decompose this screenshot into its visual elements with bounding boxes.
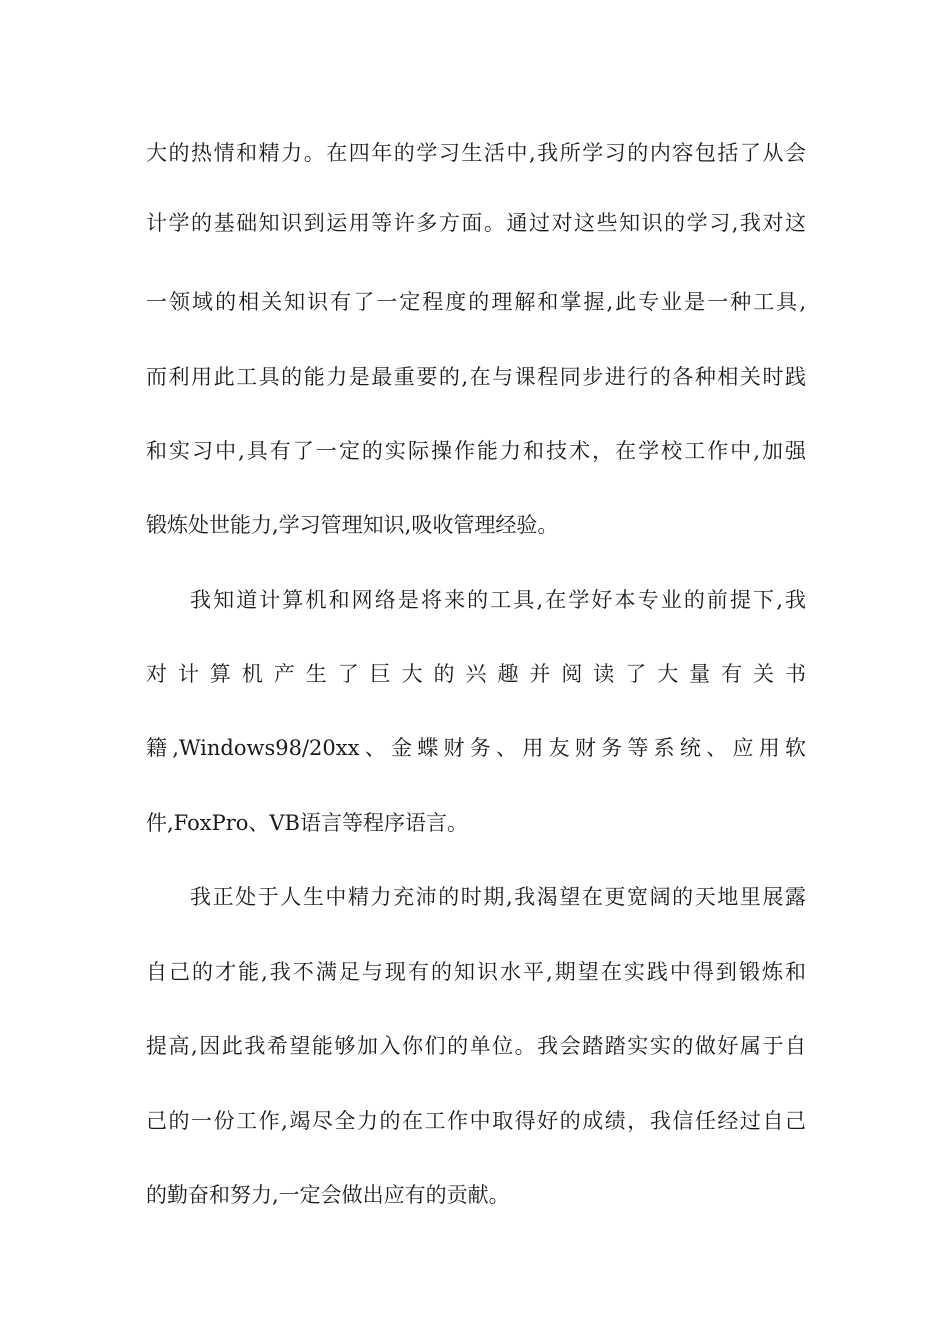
text-line: 提高,因此我希望能够加入你们的单位。我会踏踏实实的做好属于自 [146, 1034, 806, 1058]
text-line: 锻炼处世能力,学习管理知识,吸收管理经验。 [146, 513, 559, 537]
text-line: 我正处于人生中精力充沛的时期,我渴望在更宽阔的天地里展露 [190, 885, 806, 909]
text-line: 对计算机产生了巨大的兴趣并阅读了大量有关书 [146, 662, 806, 686]
text-line: 的勤奋和努力,一定会做出应有的贡献。 [146, 1183, 510, 1207]
text-line: 大的热情和精力。在四年的学习生活中,我所学习的内容包括了从会 [146, 141, 806, 165]
text-line: 籍,Windows98/20xx、金蝶财务、用友财务等系统、应用软 [146, 736, 806, 760]
text-line: 己的一份工作,竭尽全力的在工作中取得好的成绩，我信任经过自己 [146, 1109, 806, 1133]
text-line: 自己的才能,我不满足与现有的知识水平,期望在实践中得到锻炼和 [146, 960, 806, 984]
text-line: 我知道计算机和网络是将来的工具,在学好本专业的前提下,我 [190, 588, 806, 612]
text-line: 而利用此工具的能力是最重要的,在与课程同步进行的各种相关时践 [146, 365, 806, 389]
text-line: 件,FoxPro、VB语言等程序语言。 [146, 811, 468, 835]
text-line: 计学的基础知识到运用等许多方面。通过对这些知识的学习,我对这 [146, 211, 806, 235]
text-line: 一领域的相关知识有了一定程度的理解和掌握,此专业是一种工具, [146, 290, 806, 314]
text-line: 和实习中,具有了一定的实际操作能力和技术，在学校工作中,加强 [146, 439, 806, 463]
